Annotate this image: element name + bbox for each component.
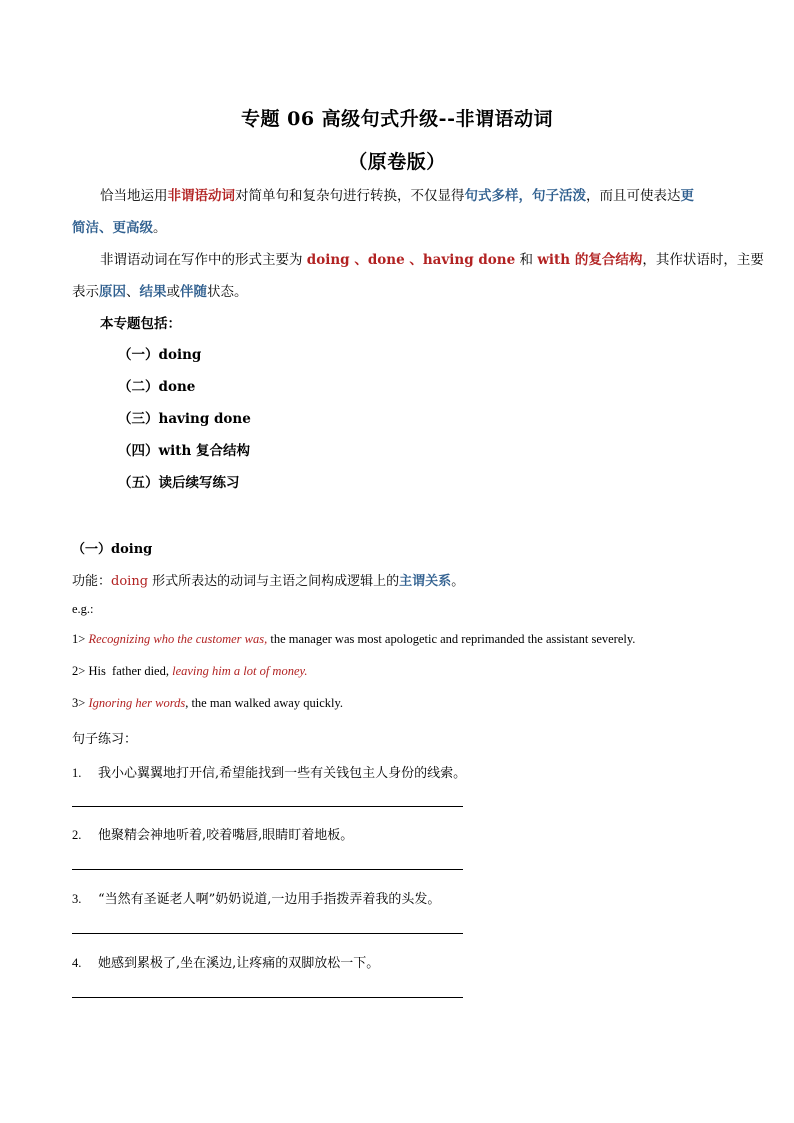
- example-sentence: [72, 696, 343, 711]
- highlight-forms: doing 、done 、having done: [306, 252, 516, 268]
- example-italic: leaving him a lot of money.: [172, 664, 308, 678]
- text-run: the manager was most apologetic and reprimanded the assistant severely.: [267, 632, 636, 646]
- highlight-subject-predicate: 主谓关系: [399, 574, 452, 589]
- text-run: 、: [126, 284, 140, 300]
- text-run: 。: [451, 574, 465, 589]
- text-run: , the man walked away quickly.: [185, 696, 344, 710]
- example-number: 1>: [72, 632, 89, 646]
- example-number: 3>: [72, 696, 89, 710]
- highlight-variety: 句式多样: [464, 188, 519, 204]
- practice-text: 我小心翼翼地打开信,希望能找到一些有关钱包主人身份的线索。: [98, 766, 467, 781]
- practice-number: 1.: [72, 766, 82, 780]
- contents-item: （三）having done: [118, 411, 251, 427]
- text-run: 表示: [72, 284, 99, 300]
- text-run: ，而且可使表达: [586, 188, 681, 204]
- page-subtitle: （原卷版）: [348, 151, 446, 173]
- contents-item: （二）done: [118, 379, 196, 395]
- example-label: e.g.:: [72, 602, 94, 616]
- practice-item: [72, 824, 353, 843]
- contents-item: （四）with 复合结构: [118, 443, 251, 459]
- answer-line[interactable]: [72, 806, 463, 807]
- highlight-nonfinite: 非谓语动词: [167, 188, 235, 204]
- highlight-with-structure: with 的复合结构: [537, 252, 643, 268]
- highlight-doing: doing: [111, 574, 149, 589]
- text-run: 或: [166, 284, 180, 300]
- practice-text: 她感到累极了,坐在溪边,让疼痛的双脚放松一下。: [98, 956, 380, 971]
- practice-item: [72, 952, 379, 971]
- highlight-more: 更: [680, 188, 694, 204]
- practice-text: 他聚精会神地听着,咬着嘴唇,眼睛盯着地板。: [98, 828, 354, 843]
- text-run: 状态。: [207, 284, 248, 300]
- text-run: 对简单句和复杂句进行转换，不仅显得: [235, 188, 465, 204]
- text-run: ，其作状语时，主要: [642, 252, 764, 268]
- intro-p1-line1: [100, 180, 694, 212]
- text-run: His father died,: [88, 664, 173, 678]
- practice-number: 4.: [72, 956, 82, 970]
- contents-item: （一）doing: [118, 347, 202, 363]
- practice-item: [72, 888, 440, 907]
- practice-number: 3.: [72, 892, 82, 906]
- practice-item: [72, 762, 466, 781]
- practice-number: 2.: [72, 828, 82, 842]
- text-run: 。: [153, 220, 167, 236]
- practice-text: “当然有圣诞老人啊”奶奶说道,一边用手指拨弄着我的头发。: [98, 892, 441, 907]
- example-sentence: [72, 632, 635, 647]
- intro-p2-line2: [72, 276, 248, 308]
- contents-item: （五）读后续写练习: [118, 475, 240, 491]
- answer-line[interactable]: [72, 997, 463, 998]
- example-sentence: [72, 664, 308, 679]
- answer-line[interactable]: [72, 933, 463, 934]
- text-run: ，: [518, 188, 532, 204]
- function-note: [72, 570, 464, 589]
- example-italic: Recognizing who the customer was,: [88, 632, 268, 646]
- highlight-concise: 简洁、更高级: [72, 220, 153, 236]
- text-run: 功能：: [72, 574, 112, 589]
- text-run: 形式所表达的动词与主语之间构成逻辑上的: [148, 574, 400, 589]
- highlight-cause: 原因: [99, 284, 126, 300]
- text-run: 恰当地运用: [100, 188, 168, 204]
- example-italic: Ignoring her words: [88, 696, 186, 710]
- section-heading: （一）doing: [72, 542, 153, 557]
- answer-line[interactable]: [72, 869, 463, 870]
- intro-p1-line2: [72, 212, 167, 244]
- text-run: 非谓语动词在写作中的形式主要为: [100, 252, 307, 268]
- highlight-lively: 句子活泼: [532, 188, 586, 204]
- practice-heading: 句子练习：: [72, 732, 138, 747]
- highlight-result: 结果: [139, 284, 167, 300]
- text-run: 和: [515, 252, 538, 268]
- example-number: 2>: [72, 664, 89, 678]
- intro-p2-line1: [100, 244, 764, 276]
- page-title: 专题 06 高级句式升级--非谓语动词: [241, 108, 553, 130]
- contents-heading: 本专题包括：: [100, 316, 181, 332]
- highlight-accompany: 伴随: [180, 284, 207, 300]
